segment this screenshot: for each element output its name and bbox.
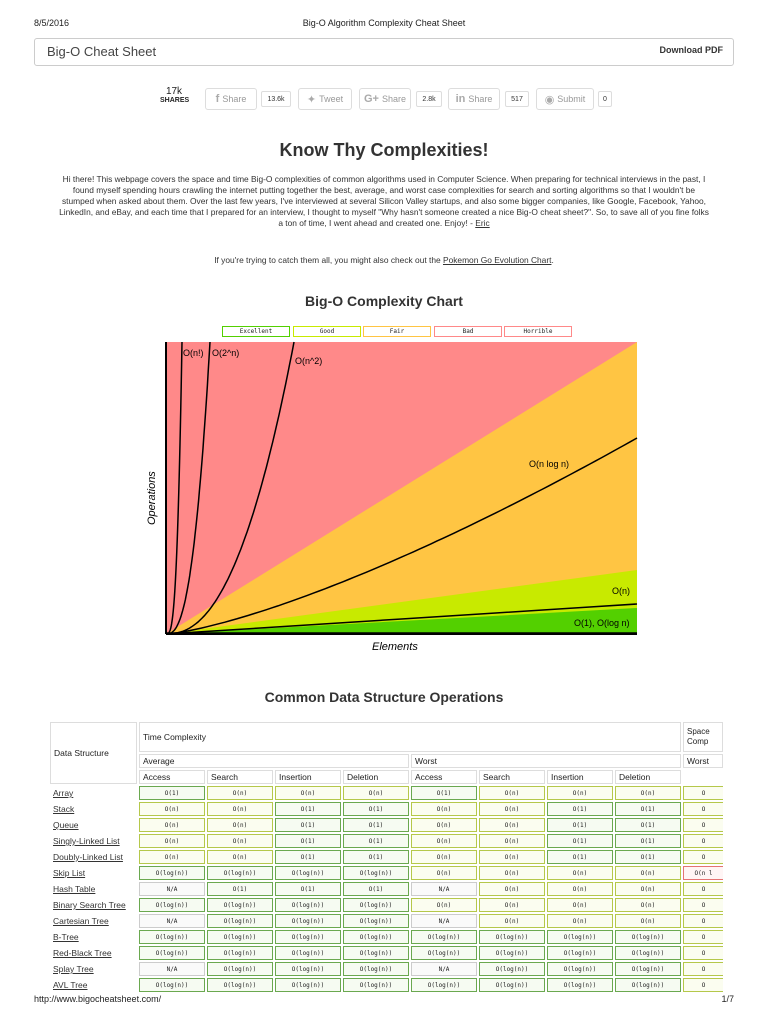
- complexity-cell: O(1): [275, 818, 341, 832]
- complexity-cell: O(n): [547, 914, 613, 928]
- facebook-share-button[interactable]: [205, 88, 257, 110]
- complexity-cell: O(1): [207, 882, 273, 896]
- complexity-cell: O(1): [343, 818, 409, 832]
- complexity-cell: O(log(n)): [139, 946, 205, 960]
- data-structure-name-cell: [50, 850, 137, 864]
- complexity-cell: O(1): [547, 802, 613, 816]
- col-time-complexity: Time Complexity: [139, 722, 681, 752]
- col-avg-deletion: Deletion: [343, 770, 409, 784]
- table-row: [50, 962, 723, 976]
- complexity-cell: O(1): [343, 882, 409, 896]
- complexity-cell: O(n): [207, 818, 273, 832]
- twitter-tweet-button[interactable]: [298, 88, 352, 110]
- complexity-cell: O(log(n)): [615, 946, 681, 960]
- navbar: [34, 38, 734, 66]
- complexity-cell: O(n): [615, 882, 681, 896]
- complexity-cell: O(log(n)): [207, 978, 273, 992]
- complexity-cell: O(n): [479, 802, 545, 816]
- complexity-cell: O(n): [411, 802, 477, 816]
- complexity-cell: O(1): [343, 850, 409, 864]
- pokemon-note-text: If you're trying to catch them all, you might also check out the: [214, 255, 443, 265]
- complexity-cell: O(log(n)): [275, 866, 341, 880]
- complexity-cell: O(n): [479, 914, 545, 928]
- legend-good: Good: [293, 326, 361, 337]
- intro-text: Hi there! This webpage covers the space and time Big-O complexities of common algorithms used in Computer Science. When preparing for technical interviews in the past, I found myself spending hours crawling the internet putting together the best, average, and worst case complexities for search and sorting algorithms so that I wouldn't be stumped when asked about them. Over the last few years, I've interviewed at several Silicon Valley startups, and also some bigger companies, like Google, Facebook, Yahoo, LinkedIn, and eBay, and each time that I prepared for an interview, I thought to myself "Why hasn't someone created a nice Big-O cheat sheet?". So, to save all of you fine folks a ton of time, I went ahead and created one. Enjoy! -: [59, 174, 709, 228]
- complexity-cell: O(log(n)): [479, 946, 545, 960]
- space-complexity-cell: O: [683, 930, 723, 944]
- complexity-cell: O(1): [139, 786, 205, 800]
- complexity-cell: O(log(n)): [343, 962, 409, 976]
- print-page-number: 1/7: [721, 994, 734, 1004]
- complexity-cell: O(1): [547, 834, 613, 848]
- complexity-cell: N/A: [411, 914, 477, 928]
- x-axis-label: Elements: [372, 641, 418, 653]
- data-structure-link[interactable]: Splay Tree: [53, 964, 94, 974]
- table-row: [50, 834, 723, 848]
- author-link[interactable]: Eric: [475, 218, 490, 228]
- complexity-cell: O(1): [615, 802, 681, 816]
- brand-link[interactable]: Big-O Cheat Sheet: [47, 44, 157, 59]
- complexity-cell: O(n): [479, 850, 545, 864]
- space-complexity-cell: O: [683, 978, 723, 992]
- complexity-cell: O(1): [547, 818, 613, 832]
- col-space-spacer: [683, 770, 723, 784]
- complexity-cell: O(log(n)): [139, 930, 205, 944]
- complexity-cell: O(log(n)): [479, 962, 545, 976]
- complexity-cell: O(log(n)): [275, 978, 341, 992]
- table-row: [50, 978, 723, 992]
- complexity-cell: O(1): [275, 834, 341, 848]
- complexity-cell: O(n): [547, 882, 613, 896]
- data-structure-name-cell: [50, 962, 137, 976]
- complexity-cell: O(1): [275, 802, 341, 816]
- twitter-tweet-label: Tweet: [319, 94, 344, 104]
- space-complexity-cell: O: [683, 802, 723, 816]
- facebook-share-label: Share: [222, 94, 247, 104]
- complexity-cell: O(log(n)): [207, 962, 273, 976]
- complexity-cell: O(log(n)): [547, 930, 613, 944]
- complexity-cell: N/A: [411, 962, 477, 976]
- data-structure-link[interactable]: B-Tree: [53, 932, 79, 942]
- complexity-cell: O(n): [547, 898, 613, 912]
- complexity-cell: O(n): [343, 786, 409, 800]
- data-structure-link[interactable]: Stack: [53, 804, 75, 814]
- chart-heading: Big-O Complexity Chart: [305, 293, 463, 309]
- space-complexity-cell: O: [683, 786, 723, 800]
- complexity-cell: O(n): [139, 834, 205, 848]
- complexity-cell: O(log(n)): [615, 962, 681, 976]
- table-subheader-row: [50, 754, 723, 768]
- complexity-cell: O(n): [479, 818, 545, 832]
- complexity-cell: O(n): [615, 786, 681, 800]
- reddit-submit-count: 0: [598, 91, 612, 107]
- label-o-n-log-n: O(n log n): [529, 459, 570, 469]
- complexity-cell: O(log(n)): [343, 898, 409, 912]
- complexity-cell: O(n): [547, 866, 613, 880]
- table-row: [50, 930, 723, 944]
- space-complexity-cell: O: [683, 850, 723, 864]
- table-row: [50, 850, 723, 864]
- col-data-structure: Data Structure: [50, 722, 137, 784]
- complexity-cell: N/A: [411, 882, 477, 896]
- print-title: Big-O Algorithm Complexity Cheat Sheet: [302, 18, 466, 28]
- data-structure-link[interactable]: Cartesian Tree: [53, 916, 109, 926]
- data-structure-link[interactable]: Red-Black Tree: [53, 948, 112, 958]
- complexity-cell: N/A: [139, 962, 205, 976]
- data-structure-link[interactable]: AVL Tree: [53, 980, 88, 990]
- reddit-submit-button[interactable]: [536, 88, 594, 110]
- complexity-cell: O(log(n)): [275, 898, 341, 912]
- complexity-cell: O(n): [411, 834, 477, 848]
- download-pdf-link[interactable]: Download PDF: [659, 45, 723, 55]
- space-complexity-cell: O: [683, 898, 723, 912]
- complexity-cell: O(log(n)): [547, 962, 613, 976]
- complexity-cell: O(1): [275, 850, 341, 864]
- complexity-cell: O(1): [411, 786, 477, 800]
- table-row: [50, 914, 723, 928]
- complexity-cell: O(n): [139, 850, 205, 864]
- linkedin-share-label: Share: [468, 94, 493, 104]
- complexity-cell: O(n): [479, 898, 545, 912]
- legend-excellent: Excellent: [222, 326, 290, 337]
- print-url: http://www.bigocheatsheet.com/: [34, 994, 162, 1004]
- data-structure-name-cell: [50, 834, 137, 848]
- table-row: [50, 818, 723, 832]
- complexity-cell: O(1): [547, 850, 613, 864]
- col-avg-access: Access: [139, 770, 205, 784]
- complexity-cell: O(log(n)): [275, 930, 341, 944]
- data-structure-name-cell: [50, 786, 137, 800]
- complexity-cell: O(log(n)): [275, 914, 341, 928]
- complexity-cell: O(log(n)): [275, 962, 341, 976]
- table-row: [50, 866, 723, 880]
- complexity-cell: O(log(n)): [343, 978, 409, 992]
- complexity-cell: O(1): [275, 882, 341, 896]
- twitter-icon: ✦: [306, 93, 317, 106]
- google-share-count: 2.8k: [416, 91, 442, 107]
- data-structure-name-cell: [50, 802, 137, 816]
- data-structure-name-cell: [50, 914, 137, 928]
- complexity-cell: O(n): [139, 818, 205, 832]
- space-complexity-cell: O: [683, 818, 723, 832]
- complexity-cell: O(log(n)): [343, 946, 409, 960]
- data-structure-operations-table: [48, 720, 725, 994]
- data-structure-link[interactable]: Skip List: [53, 868, 86, 878]
- table-ops-row: [50, 770, 723, 784]
- table-row: [50, 802, 723, 816]
- label-o-n: O(n): [612, 586, 630, 596]
- space-complexity-cell: O: [683, 914, 723, 928]
- complexity-cell: O(n): [479, 786, 545, 800]
- label-o-2-n: O(2^n): [212, 348, 240, 358]
- space-complexity-cell: O(n l: [683, 866, 723, 880]
- complexity-cell: O(n): [615, 898, 681, 912]
- complexity-cell: O(n): [207, 834, 273, 848]
- data-structure-name-cell: [50, 898, 137, 912]
- data-structure-name-cell: [50, 818, 137, 832]
- complexity-cell: O(log(n)): [615, 978, 681, 992]
- linkedin-icon: in: [455, 93, 466, 105]
- complexity-cell: O(n): [207, 786, 273, 800]
- reddit-icon: ◉: [544, 93, 555, 106]
- complexity-cell: O(1): [343, 802, 409, 816]
- complexity-cell: O(log(n)): [411, 978, 477, 992]
- complexity-cell: O(log(n)): [479, 978, 545, 992]
- space-complexity-cell: O: [683, 946, 723, 960]
- share-total-count: 17k: [165, 86, 183, 97]
- facebook-share-count: 13.6k: [261, 91, 291, 107]
- complexity-cell: O(log(n)): [343, 930, 409, 944]
- col-space-complexity: Space Comp: [683, 722, 723, 752]
- col-avg-search: Search: [207, 770, 273, 784]
- facebook-icon: f: [215, 93, 220, 105]
- google-plus-icon: G+: [363, 93, 379, 105]
- complexity-cell: O(n): [411, 866, 477, 880]
- data-structure-name-cell: [50, 930, 137, 944]
- complexity-cell: O(n): [411, 850, 477, 864]
- print-date: 8/5/2016: [34, 18, 70, 28]
- complexity-cell: O(n): [615, 914, 681, 928]
- print-header: [34, 18, 734, 32]
- complexity-cell: O(n): [411, 898, 477, 912]
- complexity-chart: [142, 340, 642, 655]
- label-o-1: O(1), O(log n): [574, 618, 630, 628]
- space-complexity-cell: O: [683, 962, 723, 976]
- complexity-cell: O(n): [479, 882, 545, 896]
- col-worst-search: Search: [479, 770, 545, 784]
- google-share-button[interactable]: [359, 88, 411, 110]
- table-heading: Common Data Structure Operations: [264, 689, 504, 705]
- complexity-cell: O(n): [411, 818, 477, 832]
- complexity-cell: O(n): [139, 802, 205, 816]
- legend-horrible: Horrible: [504, 326, 572, 337]
- complexity-cell: O(n): [207, 850, 273, 864]
- data-structure-name-cell: [50, 946, 137, 960]
- complexity-cell: O(log(n)): [207, 866, 273, 880]
- complexity-cell: O(log(n)): [343, 866, 409, 880]
- linkedin-share-button[interactable]: [448, 88, 500, 110]
- reddit-submit-label: Submit: [557, 94, 586, 104]
- col-average: Average: [139, 754, 409, 768]
- data-structure-link[interactable]: Array: [53, 788, 74, 798]
- space-complexity-cell: O: [683, 882, 723, 896]
- share-total: [160, 86, 188, 104]
- complexity-chart-svg: [142, 340, 642, 655]
- label-o-n-factorial: O(n!): [183, 348, 204, 358]
- col-worst-space: Worst: [683, 754, 723, 768]
- table-body: [50, 722, 723, 992]
- data-structure-name-cell: [50, 978, 137, 992]
- space-complexity-cell: O: [683, 834, 723, 848]
- complexity-cell: O(1): [615, 818, 681, 832]
- complexity-cell: O(log(n)): [547, 946, 613, 960]
- col-worst-insertion: Insertion: [547, 770, 613, 784]
- pokemon-link[interactable]: Pokemon Go Evolution Chart: [442, 255, 552, 265]
- complexity-cell: O(1): [615, 850, 681, 864]
- table-row: [50, 946, 723, 960]
- page-title: Know Thy Complexities!: [279, 140, 489, 160]
- complexity-cell: O(log(n)): [275, 946, 341, 960]
- complexity-cell: O(log(n)): [207, 946, 273, 960]
- complexity-cell: O(log(n)): [207, 930, 273, 944]
- google-share-label: Share: [381, 94, 406, 104]
- complexity-cell: O(log(n)): [411, 946, 477, 960]
- linkedin-share-count: 517: [505, 91, 529, 107]
- complexity-cell: O(n): [207, 802, 273, 816]
- share-bar: [160, 86, 620, 114]
- data-structure-link[interactable]: Binary Search Tree: [53, 900, 126, 910]
- complexity-cell: O(n): [275, 786, 341, 800]
- complexity-cell: O(log(n)): [139, 978, 205, 992]
- table-row: [50, 786, 723, 800]
- legend-fair: Fair: [363, 326, 431, 337]
- table-header-row: [50, 722, 723, 752]
- data-structure-link[interactable]: Queue: [53, 820, 79, 830]
- data-structure-name-cell: [50, 866, 137, 880]
- col-avg-insertion: Insertion: [275, 770, 341, 784]
- data-structure-link[interactable]: Doubly-Linked List: [53, 852, 123, 862]
- complexity-cell: O(log(n)): [139, 898, 205, 912]
- pokemon-note-end: .: [551, 255, 554, 265]
- complexity-cell: O(1): [343, 834, 409, 848]
- complexity-cell: O(n): [615, 866, 681, 880]
- complexity-cell: N/A: [139, 914, 205, 928]
- complexity-cell: O(log(n)): [207, 914, 273, 928]
- table-row: [50, 882, 723, 896]
- data-structure-link[interactable]: Hash Table: [53, 884, 96, 894]
- complexity-cell: O(log(n)): [479, 930, 545, 944]
- share-total-label: SHARES: [160, 97, 190, 104]
- label-o-n-squared: O(n^2): [295, 356, 323, 366]
- complexity-cell: O(1): [615, 834, 681, 848]
- complexity-cell: N/A: [139, 882, 205, 896]
- data-structure-name-cell: [50, 882, 137, 896]
- legend-bad: Bad: [434, 326, 502, 337]
- complexity-cell: O(log(n)): [615, 930, 681, 944]
- y-axis-label: Operations: [146, 471, 158, 525]
- complexity-cell: O(log(n)): [207, 898, 273, 912]
- col-worst: Worst: [411, 754, 681, 768]
- intro-paragraph: [56, 174, 712, 229]
- col-worst-deletion: Deletion: [615, 770, 681, 784]
- complexity-cell: O(n): [479, 866, 545, 880]
- complexity-cell: O(log(n)): [139, 866, 205, 880]
- complexity-cell: O(log(n)): [343, 914, 409, 928]
- complexity-cell: O(n): [547, 786, 613, 800]
- pokemon-note: [56, 255, 712, 265]
- table-row: [50, 898, 723, 912]
- complexity-cell: O(log(n)): [547, 978, 613, 992]
- data-structure-link[interactable]: Singly-Linked List: [53, 836, 120, 846]
- col-worst-access: Access: [411, 770, 477, 784]
- complexity-cell: O(n): [479, 834, 545, 848]
- complexity-cell: O(log(n)): [411, 930, 477, 944]
